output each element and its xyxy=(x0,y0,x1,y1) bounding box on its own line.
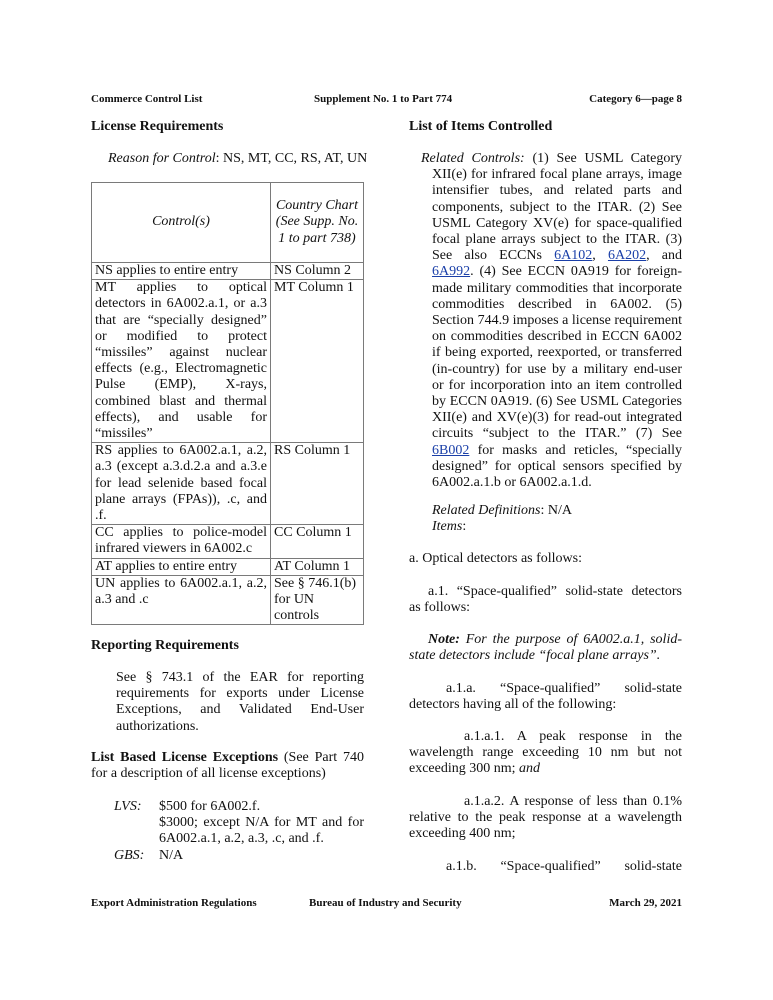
related-controls-text: . (4) See ECCN 0A919 for foreign-made military commodities that incorporate commodities described in 6A002. (5) Section 744.9 imposes a license requirement on commodities described in ECCN 6A002 if being exported, reexported, or transferred (in-country) for use by a military end-user or for incorporation into an item controlled by ECCN 0A919. (6) See USML Categories XII(e) and XV(e)(3) for read-out integrated circuits “subject to the ITAR.” (7) See xyxy=(432,264,682,442)
control-cell: CC applies to police-model infrared viewers in 6A002.c xyxy=(92,525,271,558)
control-table xyxy=(91,182,364,625)
list-based-exceptions xyxy=(91,750,364,782)
col-header-country-chart xyxy=(271,183,364,263)
item-a1a: a.1.a. “Space-qualified” solid-state detectors having all of the following: xyxy=(409,681,682,713)
exception-line: $3000; except N/A for MT and for 6A002.a.1, a.2, a.3, .c, and .f. xyxy=(159,815,364,847)
related-controls-label: Related Controls: xyxy=(421,151,525,166)
col-header-country-chart-text: Country Chart (See Supp. No. 1 to part 738) xyxy=(275,198,359,246)
related-controls-text: (1) See USML Category XII(e) for infrared focal plane arrays, image intensifier tubes, and related parts and components, subject to the ITAR. (2) See USML Category XV(e) for space-qualified focal plane arrays subject to the ITAR. (3) See also ECCNs xyxy=(432,151,682,264)
control-cell: RS applies to 6A002.a.1, a.2, a.3 (except a.3.d.2.a and a.3.e for lead selenide based focal plane arrays (FPAs)), .c, and .f. xyxy=(92,443,271,525)
item-a: a. Optical detectors as follows: xyxy=(409,551,583,566)
exception-line: $500 for 6A002.f. xyxy=(159,799,261,814)
table-row xyxy=(92,558,364,575)
related-definitions-value: : N/A xyxy=(540,503,572,518)
item-a1b: a.1.b. “Space-qualified” solid-state xyxy=(446,859,682,874)
item-a1a1 xyxy=(409,729,682,778)
chart-cell: See § 746.1(b) for UN controls xyxy=(271,575,364,625)
chart-cell: RS Column 1 xyxy=(271,443,364,525)
chart-cell: AT Column 1 xyxy=(271,558,364,575)
exception-lvs xyxy=(114,799,364,848)
table-row xyxy=(92,263,364,280)
control-cell: MT applies to optical detectors in 6A002.a.1, or a.3 that are “specially designed” or modified to protect “missiles” against nuclear effects (e.g., Electromagnetic Pulse (EMP), X-rays, combined blast and thermal effects), and usable for “missiles” xyxy=(92,280,271,443)
reason-label: Reason for Control xyxy=(108,151,216,166)
chart-cell: CC Column 1 xyxy=(271,525,364,558)
footer-left: Export Administration Regulations xyxy=(91,897,257,909)
col-header-controls: Control(s) xyxy=(92,183,271,263)
related-definitions xyxy=(432,503,572,519)
table-row xyxy=(92,280,364,443)
table-row xyxy=(92,525,364,558)
exceptions-list xyxy=(114,799,364,864)
exception-key: GBS: xyxy=(114,847,145,863)
item-a1a2: a.1.a.2. A response of less than 0.1% relative to the peak response at a wavelength exceeding 400 nm; xyxy=(409,794,682,842)
reason-for-control xyxy=(108,151,367,167)
item-a1: a.1. “Space-qualified” solid-state detectors as follows: xyxy=(409,584,682,616)
exception-gbs xyxy=(114,848,364,864)
note-label: Note: xyxy=(428,632,460,647)
link-6a992[interactable]: 6A992 xyxy=(432,264,471,280)
separator: , xyxy=(592,248,608,264)
control-cell: UN applies to 6A002.a.1, a.2, a.3 and .c xyxy=(92,575,271,625)
header-center: Supplement No. 1 to Part 774 xyxy=(314,93,453,105)
items-colon: : xyxy=(462,519,467,534)
control-cell: AT applies to entire entry xyxy=(92,558,271,575)
items-label-line xyxy=(432,519,466,535)
header-right: Category 6—page 8 xyxy=(589,93,682,105)
exception-line: N/A xyxy=(159,847,184,863)
exception-key: LVS: xyxy=(114,799,142,814)
reporting-text: See § 743.1 of the EAR for reporting requirements for exports under License Exceptions, and Validated End-User authorizations. xyxy=(116,670,364,734)
chart-cell: NS Column 2 xyxy=(271,263,364,280)
lble-heading: List Based License Exceptions xyxy=(91,750,279,765)
link-6a102[interactable]: 6A102 xyxy=(554,248,593,264)
items-label: Items xyxy=(432,519,463,534)
control-cell: NS applies to entire entry xyxy=(92,263,271,280)
related-definitions-label: Related Definitions xyxy=(432,503,541,518)
item-a1a1-text: a.1.a.1. A peak response in the wavelength range exceeding 10 nm but not exceeding 300 nm; xyxy=(409,729,682,777)
related-controls-text: for masks and reticles, “specially designed” for optical sensors specified by 6A002.a.1.b or 6A002.a.1.d. xyxy=(432,442,682,491)
note xyxy=(409,632,682,664)
lble-note: (See Part 740 for a description of all license exceptions) xyxy=(91,750,364,782)
link-6b002[interactable]: 6B002 xyxy=(432,442,470,458)
reporting-requirements-heading: Reporting Requirements xyxy=(91,638,239,653)
item-a1a1-and: and xyxy=(519,761,541,777)
list-of-items-heading: List of Items Controlled xyxy=(409,119,553,134)
link-6a202[interactable]: 6A202 xyxy=(607,248,647,264)
footer-center: Bureau of Industry and Security xyxy=(309,897,462,909)
table-row xyxy=(92,443,364,525)
separator: , and xyxy=(646,248,683,264)
table-header-row xyxy=(92,183,364,263)
table-row xyxy=(92,575,364,625)
footer-right: March 29, 2021 xyxy=(609,897,682,909)
note-text: For the purpose of 6A002.a.1, solid-state detectors include “focal plane arrays”. xyxy=(409,632,682,664)
reason-value: : NS, MT, CC, RS, AT, UN xyxy=(215,151,368,166)
license-requirements-heading: License Requirements xyxy=(91,119,224,134)
chart-cell: MT Column 1 xyxy=(271,280,364,443)
related-controls xyxy=(421,151,683,491)
header-left: Commerce Control List xyxy=(91,93,203,105)
exception-values xyxy=(159,799,364,848)
